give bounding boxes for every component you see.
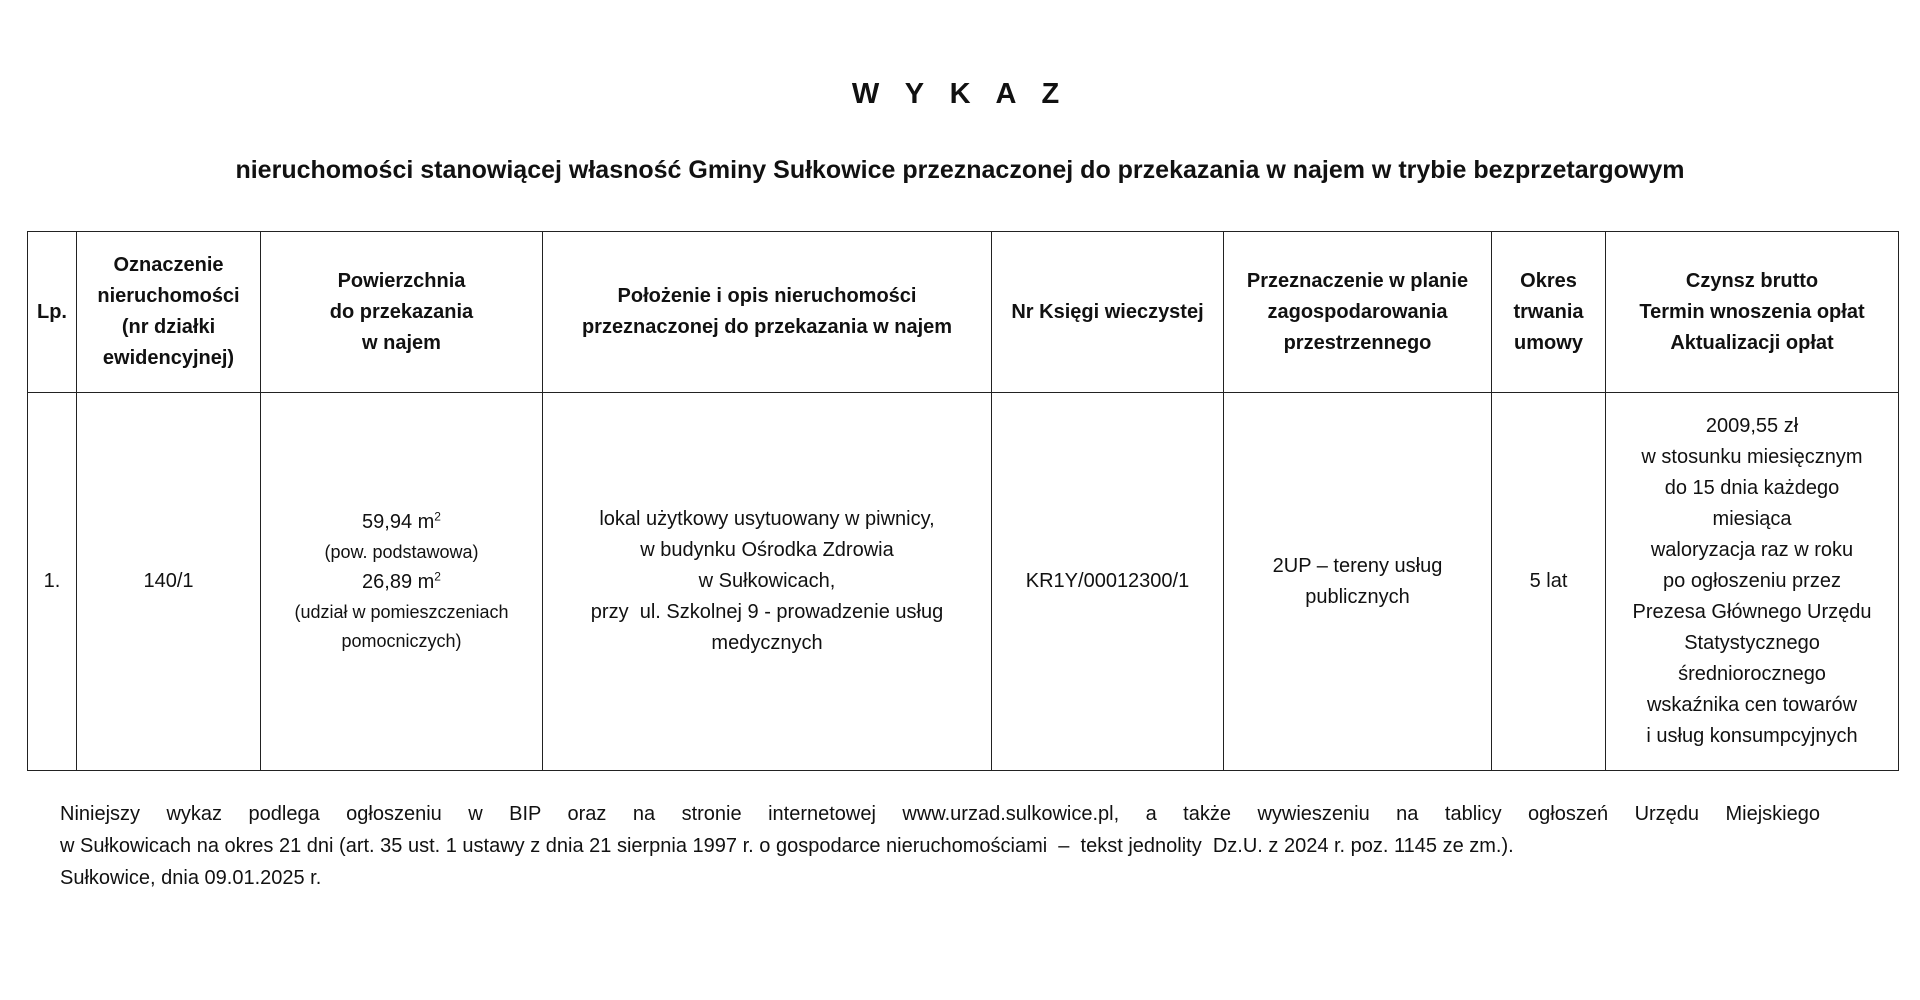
cell-area [261,393,543,771]
footer-note [60,798,1820,894]
footer-date: Sułkowice, dnia 09.01.2025 r. [60,867,322,889]
header-rent-line: Termin wnoszenia opłat [1639,300,1865,323]
area-secondary [267,567,536,598]
header-lp: Lp. [28,232,77,393]
area-secondary-unit-exponent: 2 [434,569,441,584]
location-line: lokal użytkowy usytuowany w piwnicy, [599,508,935,530]
cell-designation: 140/1 [77,393,261,771]
rent-line: po ogłoszeniu przez [1663,570,1841,592]
cell-lp: 1. [28,393,77,771]
rent-line: Prezesa Głównego Urzędu [1632,601,1872,623]
area-secondary-note: (udział w pomieszczeniach [294,602,509,622]
cell-duration: 5 lat [1492,393,1606,771]
page-title: W Y K A Z [851,78,1069,110]
rent-line: i usług konsumpcyjnych [1646,725,1858,747]
footer-line: Niniejszy wykaz podlega ogłoszeniu w BIP oraz na stronie internetowej www.urzad.sulkowice.pl, a także wywieszeniu na tablicy ogłoszeń Urzędu Miejskiego [60,803,1820,825]
rent-line: waloryzacja raz w roku [1650,539,1854,561]
zoning-line: publicznych [1305,585,1410,608]
location-line: przy ul. Szkolnej 9 - prowadzenie usług [590,601,944,623]
cell-location [543,393,992,771]
header-rent-line: Czynsz brutto [1685,269,1819,292]
header-duration-line: trwania [1513,300,1584,323]
header-designation-line: ewidencyjnej) [102,347,235,369]
header-area-line: Powierzchnia [337,269,466,292]
header-zoning-line: zagospodarowania [1267,300,1448,323]
rent-line: średniorocznego [1678,663,1826,685]
rent-line: do 15 dnia każdego [1664,477,1840,499]
header-designation [77,232,261,393]
rent-line: w stosunku miesięcznym [1641,446,1863,468]
header-duration-line: Okres [1520,269,1577,292]
header-land-register: Nr Księgi wieczystej [992,232,1224,393]
cell-land-register: KR1Y/00012300/1 [992,393,1224,771]
header-duration-line: umowy [1514,331,1583,354]
area-primary-note: (pow. podstawowa) [324,542,479,562]
table-row [28,393,1899,771]
header-zoning-line: przestrzennego [1283,331,1432,354]
header-designation-line: nieruchomości [97,285,240,307]
area-primary-value: 59,94 m [362,511,435,533]
header-location [543,232,992,393]
header-rent-line: Aktualizacji opłat [1670,331,1834,354]
header-zoning [1224,232,1492,393]
location-line: medycznych [711,632,823,654]
footer-line: w Sułkowicach na okres 21 dni (art. 35 ust. 1 ustawy z dnia 21 sierpnia 1997 r. o gospodarce nieruchomościami – tekst jednolity Dz.U. z 2024 r. poz. 1145 ze zm.). [60,835,1514,857]
zoning-line: 2UP – tereny usług [1272,554,1443,577]
area-secondary-value: 26,89 m [362,571,435,593]
location-line: w Sułkowicach, [698,570,836,592]
header-designation-line: Oznaczenie [113,254,224,276]
area-primary-unit-exponent: 2 [434,509,441,524]
header-rent [1606,232,1899,393]
page-subtitle: nieruchomości stanowiącej własność Gminy Sułkowice przeznaczonej do przekazania w najem w trybie bezprzetargowym [235,156,1685,184]
cell-zoning [1224,393,1492,771]
header-location-line: przeznaczonej do przekazania w najem [581,316,953,338]
area-secondary-note: pomocniczych) [341,631,462,651]
rent-line: 2009,55 zł [1705,415,1799,437]
rent-line: Statystycznego [1684,632,1820,654]
property-table [27,231,1899,771]
rent-line: wskaźnika cen towarów [1646,694,1858,716]
table-header-row [28,232,1899,393]
header-designation-line: (nr działki [121,316,216,338]
header-zoning-line: Przeznaczenie w planie [1246,269,1469,292]
header-area-line: w najem [362,331,441,354]
location-line: w budynku Ośrodka Zdrowia [640,539,894,561]
header-area [261,232,543,393]
header-location-line: Położenie i opis nieruchomości [617,285,917,307]
header-area-line: do przekazania [329,300,474,323]
rent-line: miesiąca [1712,508,1792,530]
cell-rent [1606,393,1899,771]
header-duration [1492,232,1606,393]
area-primary [267,507,536,538]
